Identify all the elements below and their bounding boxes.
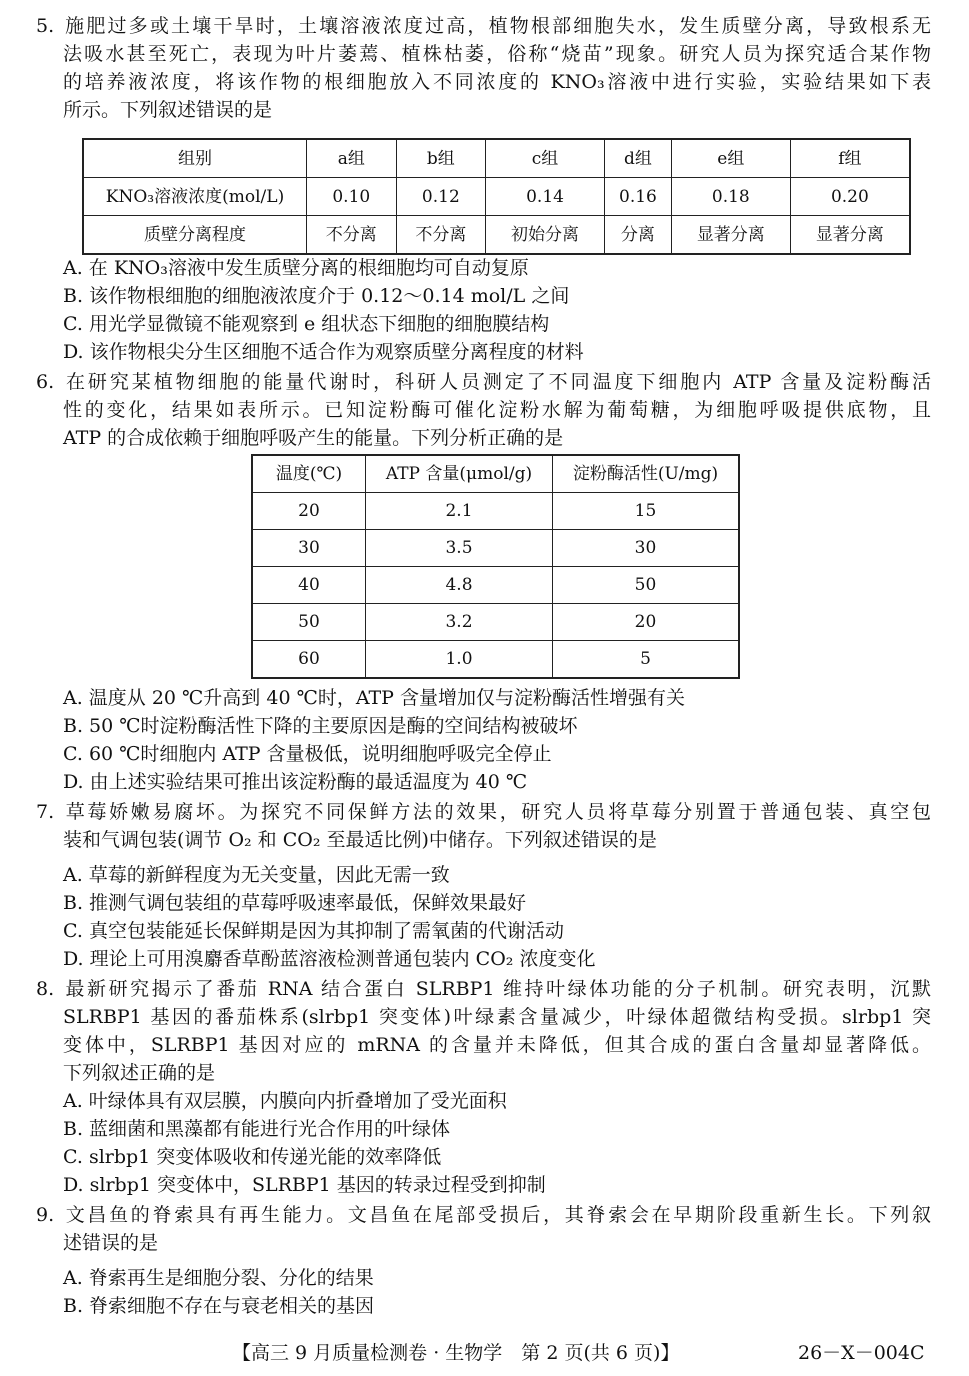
question-5 — [36, 12, 931, 124]
table-cell: 显著分离 — [671, 216, 790, 255]
table-cell: 50 — [252, 604, 366, 641]
table-cell: 60 — [252, 641, 366, 679]
table-row — [83, 178, 910, 216]
q7-options — [36, 861, 931, 973]
q6-option-c: C. 60 ℃时细胞内 ATP 含量极低，说明细胞呼吸完全停止 — [63, 743, 552, 765]
question-7 — [36, 798, 931, 854]
q6-stem-line-2: 性的变化，结果如表所示。已知淀粉酶可催化淀粉水解为葡萄糖，为细胞呼吸提供底物，且 — [63, 399, 931, 421]
table-cell: 0.16 — [604, 178, 671, 216]
table-cell: 2.1 — [366, 493, 553, 530]
q8-stem-line-2: SLRBP1 基因的番茄株系(slrbp1 突变体)叶绿素含量减少，叶绿体超微结构受损。slrbp1 突 — [63, 1006, 931, 1028]
q5-option-d: D. 该作物根尖分生区细胞不适合作为观察质壁分离程度的材料 — [63, 341, 584, 363]
q7-stem-line-2: 装和气调包装(调节 O₂ 和 CO₂ 至最适比例)中储存。下列叙述错误的是 — [63, 829, 657, 851]
table-header-cell: 组别 — [83, 139, 307, 178]
table-header-cell: d组 — [604, 139, 671, 178]
q6-table-header-row — [252, 455, 739, 493]
q8-options — [36, 1087, 931, 1199]
page-footer-code: 26－X－004C — [798, 1342, 925, 1364]
question-8 — [36, 975, 931, 1087]
question-9 — [36, 1201, 931, 1257]
q9-stem-line-1: 9. 文昌鱼的脊索具有再生能力。文昌鱼在尾部受损后，其脊索会在早期阶段重新生长。下列叙 — [36, 1201, 931, 1229]
q9-option-a: A. 脊索再生是细胞分裂、分化的结果 — [63, 1267, 374, 1289]
table-cell: 5 — [553, 641, 740, 679]
q9-options — [36, 1264, 931, 1320]
q6-option-b: B. 50 ℃时淀粉酶活性下降的主要原因是酶的空间结构被破坏 — [63, 715, 578, 737]
q8-number: 8. — [36, 978, 55, 1000]
q5-stem-line-3: 的培养液浓度，将该作物的根细胞放入不同浓度的 KNO₃溶液中进行实验，实验结果如下表 — [63, 71, 931, 93]
table-row — [252, 641, 739, 679]
q6-table — [251, 454, 740, 679]
table-cell: 1.0 — [366, 641, 553, 679]
q7-option-c: C. 真空包装能延长保鲜期是因为其抑制了需氧菌的代谢活动 — [63, 920, 564, 942]
table-cell: 不分离 — [396, 216, 486, 255]
q6-option-a: A. 温度从 20 ℃升高到 40 ℃时，ATP 含量增加仅与淀粉酶活性增强有关 — [63, 687, 686, 709]
q6-stem-line-1: 6. 在研究某植物细胞的能量代谢时，科研人员测定了不同温度下细胞内 ATP 含量及淀粉酶活 — [36, 368, 931, 396]
q7-option-a: A. 草莓的新鲜程度为无关变量，因此无需一致 — [63, 864, 450, 886]
question-6 — [36, 368, 931, 452]
table-cell: 40 — [252, 567, 366, 604]
q5-option-a: A. 在 KNO₃溶液中发生质壁分离的根细胞均可自动复原 — [63, 257, 529, 279]
table-cell: 0.14 — [486, 178, 605, 216]
table-cell: 0.10 — [307, 178, 397, 216]
table-row — [252, 530, 739, 567]
q8-option-d: D. slrbp1 突变体中，SLRBP1 基因的转录过程受到抑制 — [63, 1174, 546, 1196]
q7-stem-line-1: 7. 草莓娇嫩易腐坏。为探究不同保鲜方法的效果，研究人员将草莓分别置于普通包装、真空包 — [36, 798, 931, 826]
q5-stem-line-1: 5. 施肥过多或土壤干旱时，土壤溶液浓度过高，植物根部细胞失水，发生质壁分离，导致根系无 — [36, 12, 931, 40]
table-cell: 0.20 — [790, 178, 910, 216]
table-row — [252, 567, 739, 604]
table-cell: 显著分离 — [790, 216, 910, 255]
q7-number: 7. — [36, 801, 55, 823]
table-header-cell: e组 — [671, 139, 790, 178]
table-cell: 0.18 — [671, 178, 790, 216]
table-header-cell: f组 — [790, 139, 910, 178]
q6-options — [36, 684, 931, 796]
table-header-cell: a组 — [307, 139, 397, 178]
q5-stem-line-2: 法吸水甚至死亡，表现为叶片萎蔫、植株枯萎，俗称“烧苗”现象。研究人员为探究适合某作物 — [63, 43, 931, 65]
table-cell: 3.5 — [366, 530, 553, 567]
table-header-cell: 温度(℃) — [252, 455, 366, 493]
q5-table — [82, 138, 911, 255]
table-cell: 50 — [553, 567, 740, 604]
table-cell: 3.2 — [366, 604, 553, 641]
q6-number: 6. — [36, 371, 55, 393]
table-cell: 0.12 — [396, 178, 486, 216]
table-row — [252, 604, 739, 641]
table-cell: 15 — [553, 493, 740, 530]
q5-stem-line-4: 所示。下列叙述错误的是 — [63, 99, 273, 121]
table-cell: 30 — [553, 530, 740, 567]
table-cell: 20 — [553, 604, 740, 641]
table-cell: KNO₃溶液浓度(mol/L) — [83, 178, 307, 216]
q6-option-d: D. 由上述实验结果可推出该淀粉酶的最适温度为 40 ℃ — [63, 771, 528, 793]
table-cell: 30 — [252, 530, 366, 567]
q8-stem-line-3: 变体中，SLRBP1 基因对应的 mRNA 的含量并未降低，但其合成的蛋白含量却显著降低。 — [63, 1034, 931, 1056]
q5-option-c: C. 用光学显微镜不能观察到 e 组状态下细胞的细胞膜结构 — [63, 313, 550, 335]
q8-stem-line-4: 下列叙述正确的是 — [63, 1062, 216, 1084]
table-header-cell: b组 — [396, 139, 486, 178]
table-row — [83, 216, 910, 255]
table-cell: 初始分离 — [486, 216, 605, 255]
q8-stem-line-1: 8. 最新研究揭示了番茄 RNA 结合蛋白 SLRBP1 维持叶绿体功能的分子机制。研究表明，沉默 — [36, 975, 931, 1003]
q9-option-b: B. 脊索细胞不存在与衰老相关的基因 — [63, 1295, 375, 1317]
q5-option-b: B. 该作物根细胞的细胞液浓度介于 0.12～0.14 mol/L 之间 — [63, 285, 570, 307]
table-header-cell: ATP 含量(μmol/g) — [366, 455, 553, 493]
table-cell: 20 — [252, 493, 366, 530]
table-cell: 不分离 — [307, 216, 397, 255]
q5-table-header-row — [83, 139, 910, 178]
table-row — [252, 493, 739, 530]
q8-option-c: C. slrbp1 突变体吸收和传递光能的效率降低 — [63, 1146, 442, 1168]
table-cell: 4.8 — [366, 567, 553, 604]
q9-number: 9. — [36, 1204, 55, 1226]
table-cell: 质壁分离程度 — [83, 216, 307, 255]
q6-stem-line-3: ATP 的合成依赖于细胞呼吸产生的能量。下列分析正确的是 — [63, 427, 564, 449]
q8-option-a: A. 叶绿体具有双层膜，内膜向内折叠增加了受光面积 — [63, 1090, 507, 1112]
q5-options — [36, 254, 931, 366]
q8-option-b: B. 蓝细菌和黑藻都有能进行光合作用的叶绿体 — [63, 1118, 451, 1140]
table-cell: 分离 — [604, 216, 671, 255]
q7-option-d: D. 理论上可用溴麝香草酚蓝溶液检测普通包装内 CO₂ 浓度变化 — [63, 948, 596, 970]
q7-option-b: B. 推测气调包装组的草莓呼吸速率最低，保鲜效果最好 — [63, 892, 527, 914]
table-header-cell: 淀粉酶活性(U/mg) — [553, 455, 740, 493]
q5-number: 5. — [36, 15, 55, 37]
page-footer-title: 【高三 9 月质量检测卷 · 生物学 第 2 页(共 6 页)】 — [232, 1342, 680, 1364]
table-header-cell: c组 — [486, 139, 605, 178]
q9-stem-line-2: 述错误的是 — [63, 1232, 159, 1254]
